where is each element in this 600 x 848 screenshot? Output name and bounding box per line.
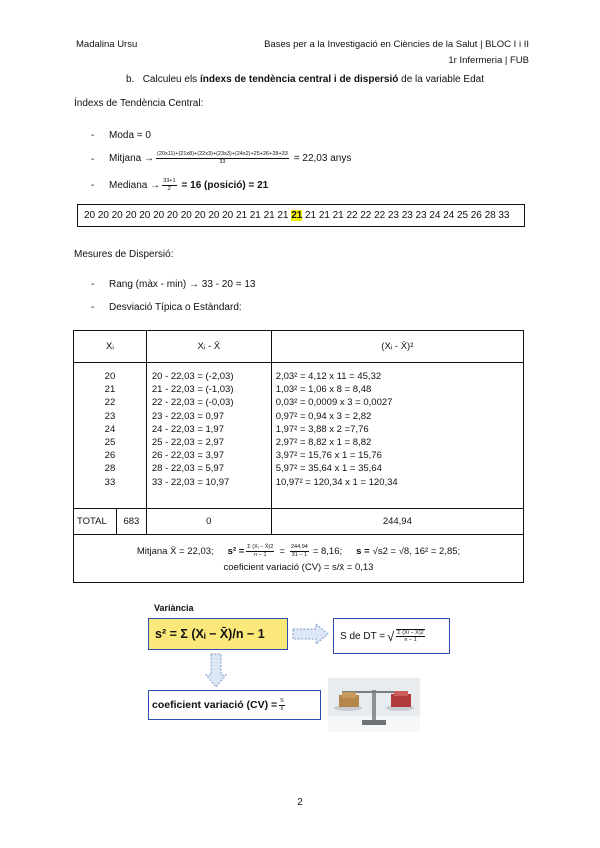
total-label: TOTAL: [74, 509, 117, 535]
sq-value: 3,97² = 15,76 x 1 = 15,76: [275, 450, 382, 462]
balance-scale-image: [328, 678, 420, 732]
s2-numerator: Σ (Xᵢ − X̄)2: [247, 544, 274, 551]
s2-eq: =: [279, 545, 285, 557]
summary-s2-label: s² =: [227, 545, 245, 557]
sd-formula-box: [333, 618, 450, 654]
sequence-value: 21: [277, 210, 289, 221]
question-text-post: de la variable Edat: [398, 74, 484, 85]
table-total-row: [74, 509, 524, 535]
diff-value: 25 - 22,03 = 2,97: [151, 437, 224, 449]
xi-value: 33: [104, 476, 116, 488]
summary-cell: [74, 535, 524, 583]
mediana-label: Mediana →: [109, 179, 161, 191]
s2-numerator-2: 244,94: [290, 544, 308, 551]
sequence-value: 22: [360, 210, 372, 221]
cv-label: coeficient variació (CV) =: [152, 699, 278, 711]
header-sq: (Xᵢ - X̄)²: [271, 331, 523, 363]
table-summary-row: [74, 535, 524, 583]
xi-value: 20: [104, 371, 116, 382]
author-name: Madalina Ursu: [76, 39, 138, 50]
s2-denominator: n − 1: [254, 551, 267, 558]
table-header-row: [74, 331, 524, 363]
variance-formula: s² = Σ (Xᵢ − X̄)/n − 1: [155, 627, 265, 641]
summary-mitjana: Mitjana X̄ = 22,03;: [136, 545, 214, 557]
variance-title: Variància: [154, 603, 194, 613]
sequence-value: 33: [498, 210, 510, 221]
sequence-value: 22: [346, 210, 358, 221]
sq-value: 0,03² = 0,0009 x 3 = 0,0027: [275, 397, 393, 409]
sequence-value: 20: [153, 210, 165, 221]
mitjana-line: [109, 148, 351, 168]
sequence-value: 20: [139, 210, 151, 221]
deviation-table: [73, 330, 524, 583]
xi-value: 25: [104, 437, 116, 449]
xi-value: 24: [104, 423, 116, 435]
sq-value: 10,97² = 120,34 x 1 = 120,34: [275, 476, 398, 488]
s2-result: = 8,16;: [312, 545, 343, 557]
sequence-value: 23: [387, 210, 399, 221]
diff-value: 20 - 22,03 = (-2,03): [151, 371, 234, 382]
total-sq: 244,94: [271, 509, 523, 535]
sequence-value: 23: [415, 210, 427, 221]
bullet-dash: -: [91, 302, 95, 313]
ordered-values-box: [77, 204, 525, 227]
sequence-value: 25: [456, 210, 469, 221]
arrow-right-icon: [292, 623, 330, 645]
mediana-fraction: [162, 178, 176, 191]
sd-numerator: Σ (Xi − X̄)2: [397, 629, 424, 636]
summary-s2-fraction: [246, 544, 274, 557]
program-label: 1r Infermeria | FUB: [448, 55, 529, 66]
mitjana-label: Mitjana →: [109, 152, 155, 164]
sequence-value: 20: [125, 210, 137, 221]
xi-value: 28: [104, 463, 116, 475]
mediana-denominator: 2: [167, 185, 171, 192]
sequence-value: 20: [166, 210, 178, 221]
total-n: 683: [116, 509, 146, 535]
mediana-line: [109, 175, 268, 195]
sequence-value: 21: [305, 210, 317, 221]
arrow-down-icon: [205, 653, 227, 688]
diff-value: 33 - 22,03 = 10,97: [151, 476, 230, 488]
sequence-value: 20: [208, 210, 220, 221]
variance-formula-box: [148, 618, 288, 650]
question-label: b.: [126, 74, 135, 85]
sequence-value: 21: [291, 210, 303, 221]
sq-value: 1,97² = 3,88 x 2 =7,76: [275, 423, 369, 435]
bullet-dash: -: [91, 279, 95, 290]
sq-value: 1,03² = 1,06 x 8 = 8,48: [275, 384, 372, 396]
diff-value: 24 - 22,03 = 1,97: [151, 423, 224, 435]
sd-label: S de DT =: [340, 630, 386, 642]
sequence-value: 20: [97, 210, 109, 221]
rang-line: Rang (màx - min) → 33 - 20 = 13: [109, 279, 256, 290]
total-diff: 0: [146, 509, 271, 535]
sequence-value: 24: [443, 210, 455, 221]
sd-denominator: n − 1: [404, 637, 417, 643]
central-heading: Índexs de Tendència Central:: [74, 98, 204, 109]
summary-cv: coeficient variació (CV) = s/x̄ = 0,13: [223, 561, 374, 573]
sequence-value: 21: [235, 210, 248, 221]
xi-value: 21: [104, 384, 116, 396]
sq-value: 5,97² = 35,64 x 1 = 35,64: [275, 463, 382, 475]
mitjana-result: = 22,03 anys: [293, 152, 352, 164]
bullet-dash: -: [91, 180, 95, 191]
sq-value: 0,97² = 0,94 x 3 = 2,82: [275, 410, 372, 422]
s2-denominator-2: 31 − 1: [291, 551, 308, 558]
mitjana-denominator: 33: [219, 158, 226, 165]
sequence-value: 20: [194, 210, 206, 221]
header-xi: Xᵢ: [74, 331, 147, 363]
sequence-value: 20: [111, 210, 123, 221]
dispersion-heading: Mesures de Dispersió:: [74, 249, 174, 260]
diff-value: 23 - 22,03 = 0,97: [151, 410, 224, 422]
sequence-value: 24: [429, 210, 441, 221]
summary-s-label: s =: [356, 545, 370, 557]
xi-value: 23: [104, 410, 116, 422]
sequence-value: 21: [332, 210, 344, 221]
question-text-pre: Calculeu els: [142, 74, 200, 85]
moda-line: Moda = 0: [109, 130, 151, 141]
question-line: [126, 74, 484, 85]
diff-column: [146, 363, 271, 509]
bullet-dash: -: [91, 154, 95, 165]
sequence-value: 22: [374, 210, 386, 221]
sequence-value: 20: [222, 210, 234, 221]
bullet-dash: -: [91, 130, 95, 141]
diff-value: 26 - 22,03 = 3,97: [151, 450, 224, 462]
mediana-result: = 16 (posició) = 21: [181, 179, 269, 191]
cv-fraction: [279, 698, 285, 711]
xi-value: 26: [104, 450, 116, 462]
cv-formula-box: [148, 690, 321, 720]
xi-column: [74, 363, 147, 509]
cv-denominator: x̄: [280, 705, 284, 712]
sequence-value: 21: [263, 210, 275, 221]
sq-value: 2,97² = 8,82 x 1 = 8,82: [275, 437, 372, 449]
sqrt-symbol: √: [387, 628, 395, 644]
summary-s-expr: √s2 = √8, 16² = 2,85;: [372, 545, 461, 557]
diff-value: 22 - 22,03 = (-0,03): [151, 397, 234, 409]
mediana-numerator: 33+1: [163, 178, 176, 185]
page-number: 2: [297, 797, 303, 808]
sd-fraction: [396, 629, 424, 643]
sequence-value: 26: [470, 210, 482, 221]
header-diff: Xᵢ - X̄: [146, 331, 271, 363]
sequence-value: 20: [84, 210, 96, 221]
summary-s2-fraction-2: [290, 544, 309, 557]
sequence-value: 20: [180, 210, 192, 221]
desviacio-line: Desviació Típica o Estàndard:: [109, 302, 242, 313]
sequence-value: 21: [318, 210, 330, 221]
sq-column: [271, 363, 523, 509]
mitjana-numerator: (20x11)+(21x8)+(22x3)+(23x3)+(24x2)+25+26+28+33: [157, 151, 288, 158]
table-body-row: [74, 363, 524, 509]
sequence-value: 23: [401, 210, 413, 221]
course-title: Bases per a la Investigació en Ciències de la Salut | BLOC I i II: [264, 39, 529, 50]
sequence-value: 21: [249, 210, 261, 221]
sequence-value: 28: [484, 210, 496, 221]
cv-numerator: S: [280, 698, 284, 705]
mitjana-fraction: [156, 151, 289, 164]
question-text-bold: índexs de tendència central i de dispersió: [199, 74, 399, 85]
sq-value: 2,03² = 4,12 x 11 = 45,32: [275, 371, 382, 382]
xi-value: 22: [104, 397, 116, 409]
diff-value: 21 - 22,03 = (-1,03): [151, 384, 234, 396]
diff-value: 28 - 22,03 = 5,97: [151, 463, 224, 475]
